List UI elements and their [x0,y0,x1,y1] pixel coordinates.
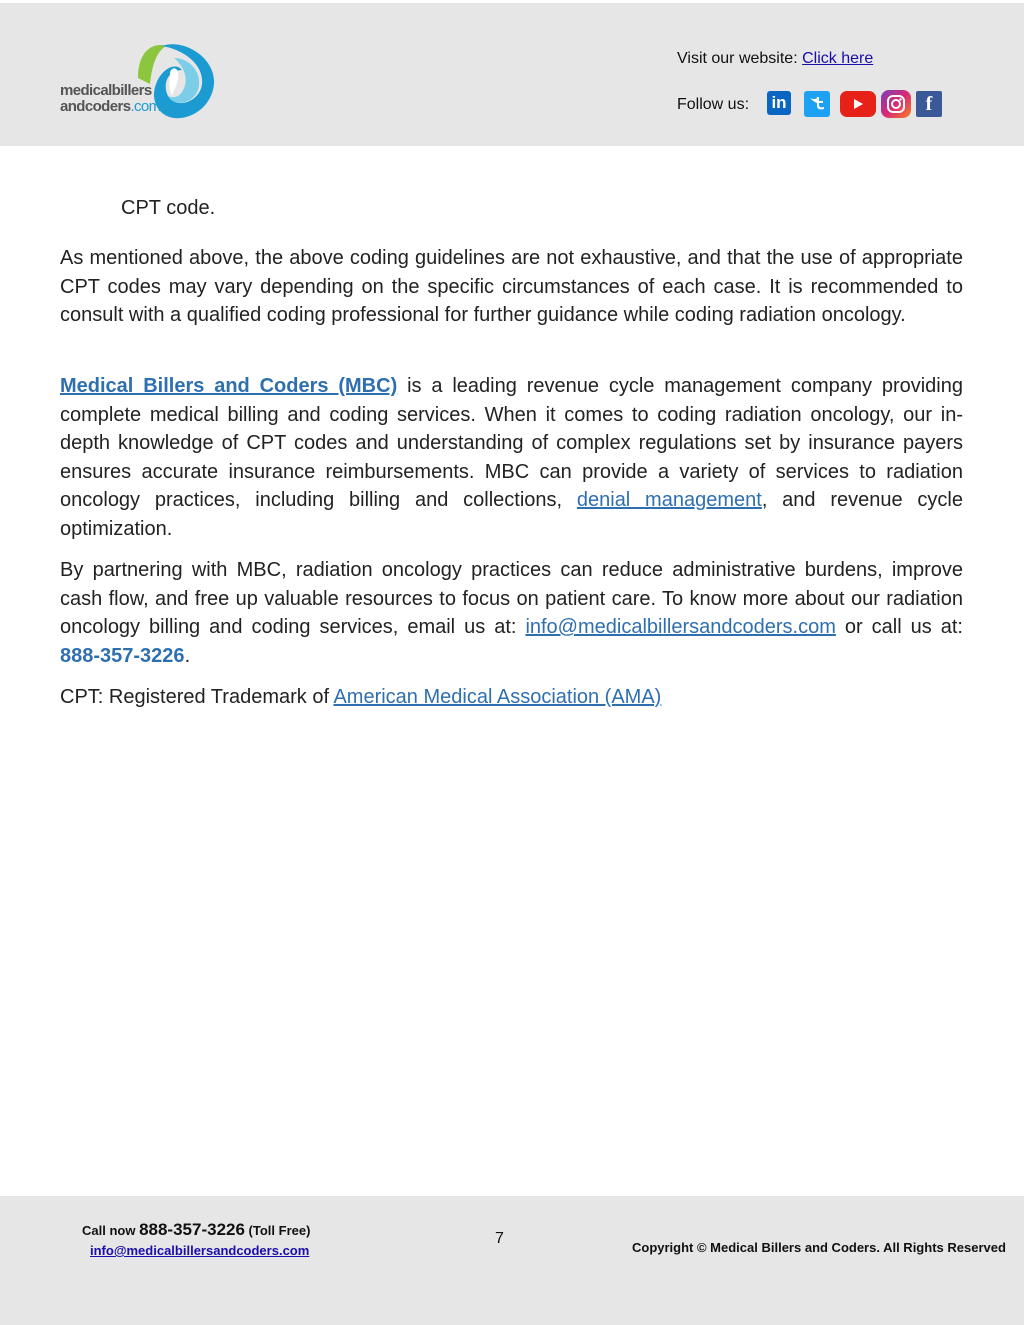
paragraph-mbc-text-b: , and revenue cycle optimization. [60,489,963,540]
footer-phone: 888-357-3226 [139,1220,245,1239]
visit-website [677,50,873,68]
page-number: 7 [495,1230,504,1247]
footer-copyright: Copyright © Medical Billers and Coders. All Rights Reserved [632,1240,1006,1255]
email-link[interactable]: info@medicalbillersandcoders.com [525,616,836,639]
footer-call-label: Call now [82,1223,140,1238]
linkedin-icon[interactable]: in [767,91,791,115]
paragraph-mbc [60,372,963,544]
trademark-text: CPT: Registered Trademark of [60,686,334,708]
trademark-line [60,683,963,712]
footer-call-now [82,1220,310,1240]
logo-brand-name: andcoders [60,98,131,115]
footer-email-link[interactable]: info@medicalbillersandcoders.com [90,1243,310,1258]
website-link[interactable]: Click here [802,50,874,67]
company-logo[interactable] [58,40,218,122]
paragraph-partnering [60,556,963,670]
youtube-icon[interactable] [840,91,876,117]
footer-email [90,1243,309,1258]
visit-label: Visit our website: [677,50,798,67]
intro-line: CPT code. [121,197,216,219]
phone-number: 888-357-3226 [60,644,185,667]
logo-brand-line1: medicalbillers [60,82,152,99]
logo-brand-suffix: .com [130,98,161,115]
footer-toll-free: (Toll Free) [244,1223,311,1238]
paragraph-partnering-end: . [184,644,191,667]
logo-brand-line2 [60,98,161,115]
denial-management-link[interactable]: denial management [576,489,762,512]
mbc-link[interactable]: Medical Billers and Coders (MBC) [60,375,398,397]
paragraph-partnering-text-b: or call us at: [835,616,963,639]
facebook-icon[interactable]: f [916,91,942,117]
ama-link[interactable]: American Medical Association (AMA) [333,686,662,708]
paragraph-mbc-text-a: is a leading revenue cycle management company providing complete medical billing and coding services. When it comes to coding radiation oncology, our in-depth knowledge of CPT codes and understanding of complex regulations set by insurance payers ensures accurate insurance reimbursements. MBC can provide a variety of services to radiation oncology practices, including billing and collections, [60,375,963,512]
follow-us-label: Follow us: [677,96,750,113]
page-footer [0,1196,1024,1325]
paragraph-guidelines: As mentioned above, the above coding guidelines are not exhaustive, and that the use of appropriate CPT codes may vary depending on the specific circumstances of each case. It is recommended to consult with a qualified coding professional for further guidance while coding radiation oncology. [60,247,963,327]
paragraph-partnering-text-a: By partnering with MBC, radiation oncology practices can reduce administrative burdens, improve cash flow, and free up valuable resources to focus on patient care. To know more about our radiation oncology billing and coding services, email us at: [60,559,963,639]
twitter-icon[interactable] [804,91,830,117]
instagram-icon[interactable] [881,90,911,118]
